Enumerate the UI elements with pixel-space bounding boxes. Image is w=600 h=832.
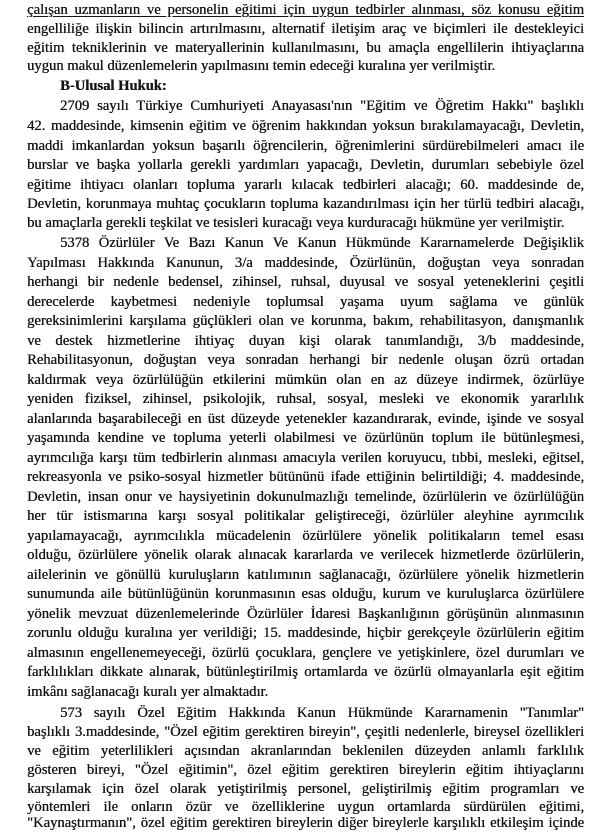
text-line: yeniden fiziksel, zihinsel, psikolojik, ruhsal, sosyal, mesleki ve ekonomik yararlılık xyxy=(27,391,584,407)
text-line: Devletin, korunmaya muhtaç çocukların topluma kazandırılması için her türlü tedbiri alacağı, xyxy=(27,196,584,212)
text-line: gösteren bireyi, "Özel eğitimin", özel eğitim gerektiren bireylerin eğitim ihtiyaçlarını xyxy=(27,762,584,778)
text-line: 42. maddesinde, kimsenin eğitim ve öğrenim hakkından yoksun bırakılamayacağı, Devletin, xyxy=(27,118,584,134)
text-line: sunumunda aile bütünlüğünün korunmasının esas olduğu, kurum ve kuruluşlarca özürlülere xyxy=(27,586,584,602)
text-line: maddi imkanlardan yoksun başarılı öğrencilerin, öğrenimlerini sürdürebilmeleri amacı ile xyxy=(27,138,584,154)
text-line: uygun makul düzenlemelerin yapılmasını temin edeceği kuralına yer verilmiştir. xyxy=(27,58,496,74)
text-line: gereksinimlerini karşılama güçlükleri olan ve korunma, bakım, rehabilitasyon, danışmanlık xyxy=(27,313,584,329)
text-line: her tür istismarına karşı sosyal politikalar geliştireceği, özürlüler aleyhine ayrımcılık xyxy=(27,508,584,524)
section-heading: B-Ulusal Hukuk: xyxy=(60,78,167,94)
text-line: eğitime ihtiyacı olanları topluma yararlı kılacak tedbirleri alacağı; 60. maddesinde de, xyxy=(27,177,584,193)
text-line: Devletin, insan onur ve haysiyetinin dokunulmazlığı temelinde, özürlülerin ve özürlülüğün xyxy=(27,489,584,505)
text-line: 573 sayılı Özel Eğitim Hakkında Kanun Hükmünde Kararnamenin "Tanımlar" xyxy=(60,705,584,721)
text-line: çalışan uzmanların ve personelin eğitimi için uygun tedbirler alınması, söz konusu eğitim xyxy=(27,2,584,18)
text-line: derecelerde kaybetmesi nedeniyle toplumsal yaşama uyum sağlama ve günlük xyxy=(27,294,584,310)
text-line: alanlarında başarabileceği en üst düzeyde yetenekler kazandırarak, evinde, işinde ve sosyal xyxy=(27,411,584,427)
text-line: eğitim tekniklerinin ve materyallerinin kullanılmasını, bu amaçla engellilerin ihtiyaçlarına xyxy=(27,40,584,56)
text-line: ailelerinin ve gönüllü kuruluşların katılımının sağlanacağı, özürlülere yönelik hizmetlerin xyxy=(27,567,584,583)
text-line: yöntemleri ile onların özür ve özelliklerine uygun ortamlarda sürdürülen eğitimi, xyxy=(27,799,584,815)
text-line: Rehabilitasyonun, doğuştan veya sonradan herhangi bir nedenle oluşan özrü ortadan xyxy=(27,352,584,368)
text-line: zorunlu olduğu kuralına yer verildiği; 15. maddesinde, hiçbir gerekçeyle özürlülerin eğitim xyxy=(27,625,584,641)
text-line: ve destek hizmetlerine ihtiyaç duyan kişi olarak tanımlandığı, 3/b maddesinde, xyxy=(27,333,584,349)
text-line: ve eğitim yeterlilikleri açısından akranlarından beklenilen düzeyden anlamlı farklılık xyxy=(27,743,584,759)
text-line: 2709 sayılı Türkiye Cumhuriyeti Anayasası'nın "Eğitim ve Öğretim Hakkı" başlıklı xyxy=(60,98,584,114)
text-line: engelliliğe ilişkin bilincin artırılmasını, alternatif iletişim araç ve biçimleri ile destekleyici xyxy=(27,21,584,37)
text-line: yönelik mevzuat düzenlemelerinde Özürlüler İdaresi Başkanlığının görüşünün alınmasının xyxy=(27,606,584,622)
text-line: başlıklı 3.maddesinde, "Özel eğitim gerektiren bireyin", çeşitli nedenlerle, bireysel özellikleri xyxy=(27,724,584,740)
text-line: yaşamında kendine ve topluma yeterli olabilmesi ve özürlünün toplum ile bütünleşmesi, xyxy=(27,430,584,446)
text-line: imkânı sağlanacağı kuralı yer almaktadır. xyxy=(27,684,269,700)
text-line: "Kaynaştırmanın", özel eğitim gerektiren bireylerin diğer bireylerle karşılıklı etkileşim içinde xyxy=(27,815,584,831)
text-line: karşılamak için özel olarak yetiştirilmiş personel, geliştirilmiş eğitim programları ve xyxy=(27,781,584,797)
text-line: ayrımcılığa karşı tüm tedbirlerin alınması amacıyla verilen koruyucu, tıbbi, mesleki, eğitsel, xyxy=(27,450,584,466)
text-line: farklılıkları dikkate alınarak, bütünleştirilmiş ortamlarda ve özürlü olmayanlarla eşit eğitim xyxy=(27,664,584,680)
text-line: olduğu, özürlülere yönelik olarak alınacak kararlarda ve verilecek hizmetlerde özürlülerin, xyxy=(27,547,584,563)
text-line: yapılamayacağı, ayrımcılıkla mücadelenin özürlülere yönelik politikaların temel esası xyxy=(27,528,584,544)
text-line: herhangi bir nedenle bedensel, zihinsel, ruhsal, duyusal ve sosyal yeteneklerini çeşitli xyxy=(27,274,584,290)
text-line: almasının engellenemeyeceği, özürlü çocuklara, gençlere ve yetişkinlere, özel durumları ve xyxy=(27,645,584,661)
text-line: burslar ve başka yollarla gerekli yardımları yapacağı, Devletin, durumları sebebiyle özel xyxy=(27,157,584,173)
text-line: bu amaçlarla gerekli teşkilat ve tesisleri kuracağı veya kurduracağı hükmüne yer verilmiştir. xyxy=(27,215,565,231)
text-line: Yapılması Hakkında Kanunun, 3/a maddesinde, Özürlünün, doğuştan veya sonradan xyxy=(27,255,584,271)
text-line: 5378 Özürlüler Ve Bazı Kanun Ve Kanun Hükmünde Kararnamelerde Değişiklik xyxy=(60,235,584,251)
text-line: rekreasyonla ve psiko-sosyal hizmetler bütününü ifade ettiğinin belirtildiği; 4. maddesinde, xyxy=(27,469,584,485)
text-line: kaldırmak veya özürlülüğün etkilerini mümkün olan en az düzeye indirmek, özürlüye xyxy=(27,372,584,388)
